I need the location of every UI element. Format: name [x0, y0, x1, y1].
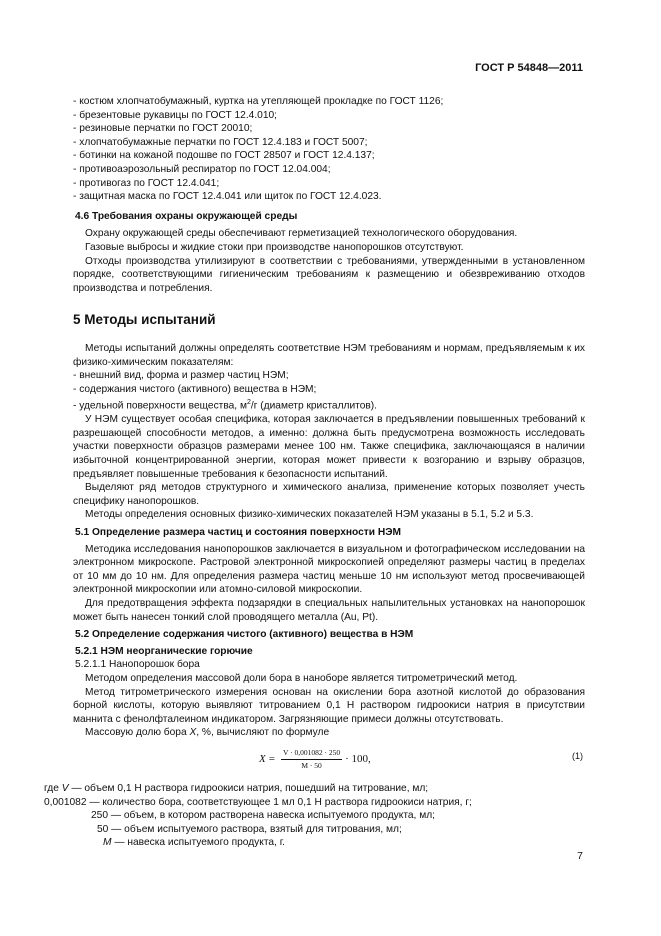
section-5-1-heading: 5.1 Определение размера частиц и состояния поверхности НЭМ	[75, 527, 401, 539]
definition-line: 50 — объем испытуемого раствора, взятый для титрования, мл;	[97, 823, 402, 835]
list-text: /г (диаметр кристаллитов).	[250, 400, 377, 412]
text: где	[44, 782, 62, 794]
section-4-6-heading: 4.6 Требования охраны окружающей среды	[75, 210, 298, 222]
page-number: 7	[577, 850, 583, 862]
paragraph: Газовые выбросы и жидкие стоки при производстве нанопорошков отсутствуют.	[85, 241, 464, 253]
text: Массовую долю бора	[85, 727, 190, 739]
paragraph: Отходы производства утилизируют в соответствии с требованиями, утвержденными в установленном порядке, соответствующими гигиеническим требованиям к размещению и обезвреживанию отходов производства и потребления.	[73, 255, 585, 294]
superscript: 2	[246, 399, 251, 407]
paragraph: Методом определения массовой доли бора в наноборе является титрометрический метод.	[85, 672, 518, 684]
section-5-2-1-1-heading: 5.2.1.1 Нанопорошок бора	[75, 659, 200, 671]
page-header: ГОСТ Р 54848—2011	[475, 62, 583, 74]
text: — объем 0,1 Н раствора гидроокиси натрия, пошедший на титрование, мл;	[68, 782, 429, 794]
list-text: - удельной поверхности вещества, м	[73, 400, 247, 412]
paragraph: У НЭМ существует особая специфика, которая заключается в предъявлении повышенных требований к разрешающей способности методов, а именно: должна быть предусмотрена возможность исследовать участки поверхности образцов размерами менее 100 нм. Также специфика, заключающаяся в наличии избыточной концентрированной энергии, которая может привести к возгоранию и взрыву образцов, предъявляет повышенные требования к безопасности испытаний.	[73, 414, 585, 480]
definition-line	[44, 836, 585, 850]
formula-block	[73, 746, 585, 780]
equation-number: (1)	[572, 750, 583, 761]
list-item: - ботинки на кожаной подошве по ГОСТ 28507 и ГОСТ 12.4.137;	[73, 150, 375, 162]
list-item: - костюм хлопчатобумажный, куртка на утепляющей прокладке по ГОСТ 1126;	[73, 96, 444, 107]
list-item: - внешний вид, форма и размер частиц НЭМ;	[73, 370, 289, 382]
section-5-heading: 5 Методы испытаний	[73, 312, 216, 328]
definition-line	[44, 782, 585, 796]
paragraph: Выделяют ряд методов структурного и химического анализа, применение которых позволяет учесть специфику нанопорошков.	[73, 482, 585, 507]
formula-eq: =	[268, 752, 275, 765]
text: — навеска испытуемого продукта, г.	[111, 837, 285, 849]
variable: X	[189, 727, 197, 739]
list-item: - защитная маска по ГОСТ 12.4.041 или щиток по ГОСТ 12.4.023.	[73, 191, 382, 203]
list-item: - хлопчатобумажные перчатки по ГОСТ 12.4.183 и ГОСТ 5007;	[73, 136, 368, 148]
definition-line: 0,001082 — количество бора, соответствующее 1 мл 0,1 Н раствора гидроокиси натрия, г;	[44, 796, 472, 808]
variable: M	[103, 837, 112, 849]
section-5-2-heading: 5.2 Определение содержания чистого (активного) вещества в НЭМ	[75, 629, 414, 641]
formula	[259, 748, 371, 771]
paragraph	[73, 726, 585, 740]
paragraph: Методы определения основных физико-химических показателей НЭМ указаны в 5.1, 5.2 и 5.3.	[85, 509, 534, 521]
list-item	[73, 396, 585, 413]
list-item: - противогаз по ГОСТ 12.4.041;	[73, 177, 220, 189]
text: , %, вычисляют по формуле	[196, 727, 330, 739]
list-item: - брезентовые рукавицы по ГОСТ 12.4.010;	[73, 109, 277, 121]
definition-line: 250 — объем, в котором растворена навеска испытуемого продукта, мл;	[91, 810, 435, 822]
paragraph: Методика исследования нанопорошков заключается в визуальном и фотографическом исследовании на электронном микроскопе. Растровой электронной микроскопией определяют размеры частиц в пределах от 10 мм до 10 нм. Для определения размера частиц меньше 10 нм используют метод просвечивающей электронной микроскопии или атомно-силовой микроскопии.	[73, 543, 585, 596]
paragraph: Для предотвращения эффекта подзарядки в специальных напылительных установках на нанопорошок может быть нанесен тонкий слой проводящего металла (Au, Pt).	[73, 597, 585, 623]
list-item: - содержания чистого (активного) вещества в НЭМ;	[73, 383, 317, 395]
paragraph: Охрану окружающей среды обеспечивают герметизацией технологического оборудования.	[85, 228, 518, 240]
formula-fraction	[281, 748, 342, 771]
variable: V	[61, 782, 69, 794]
paragraph: Метод титрометрического измерения основан на окислении бора азотной кислотой до образования борной кислоты, которую выявляют титрованием 0,1 Н раствором гидроокиси натрия в присутствии маннита с фенолфталеином индикатором. Загрязняющие примеси должны отсутствовать.	[73, 686, 585, 725]
section-5-2-1-heading: 5.2.1 НЭМ неорганические горючие	[75, 645, 253, 657]
list-item: - резиновые перчатки по ГОСТ 20010;	[73, 123, 253, 135]
formula-tail: · 100,	[345, 752, 371, 765]
ppe-list	[73, 95, 585, 204]
formula-lhs: X	[259, 752, 266, 765]
paragraph: Методы испытаний должны определять соответствие НЭМ требованиям и нормам, предъявляемым к их физико-химическим показателям:	[73, 342, 585, 368]
list-item: - противоаэрозольный респиратор по ГОСТ 12.04.004;	[73, 163, 331, 175]
formula-denominator: M · 50	[301, 760, 322, 770]
formula-definitions	[44, 782, 585, 850]
page-content	[44, 95, 585, 850]
formula-numerator: V · 0,001082 · 250	[281, 748, 342, 760]
